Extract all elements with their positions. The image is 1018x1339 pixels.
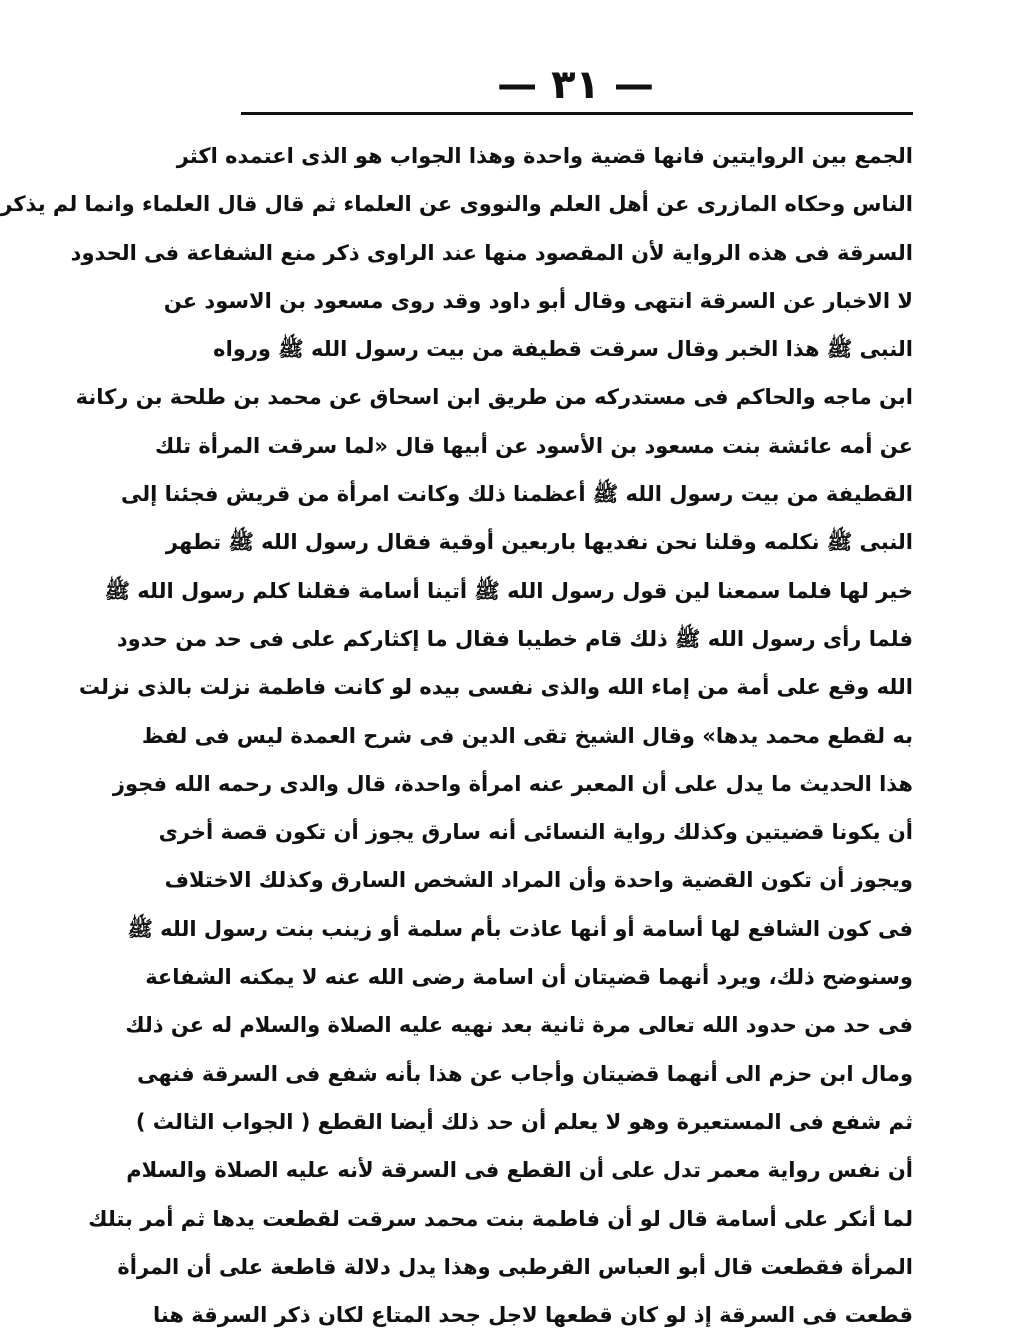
text-line: خير لها فلما سمعنا لين قول رسول الله ﷺ أتينا أسامة فقلنا كلم رسول الله ﷺ xyxy=(104,578,913,603)
text-line: لا الاخبار عن السرقة انتهى وقال أبو داود وقد روى مسعود بن الاسود عن xyxy=(163,288,913,313)
text-line: ثم شفع فى المستعيرة وهو لا يعلم أن حد ذلك أيضا القطع ( الجواب الثالث ) xyxy=(135,1109,913,1134)
text-line: الناس وحكاه المازرى عن أهل العلم والنووى عن العلماء ثم قال قال العلماء وانما لم يذكر xyxy=(0,192,913,217)
text-line: النبى ﷺ نكلمه وقلنا نحن نفديها باربعين أوقية فقال رسول الله ﷺ تطهر xyxy=(165,530,913,555)
text-line: فى حد من حدود الله تعالى مرة ثانية بعد نهيه عليه الصلاة والسلام له عن ذلك xyxy=(125,1013,913,1038)
text-line: أن نفس رواية معمر تدل على أن القطع فى السرقة لأنه عليه الصلاة والسلام xyxy=(126,1158,913,1183)
body-text xyxy=(0,132,913,1339)
text-line: عن أمه عائشة بنت مسعود بن الأسود عن أبيها قال «لما سرقت المرأة تلك xyxy=(155,433,913,458)
text-line: أن يكونا قضيتين وكذلك رواية النسائى أنه سارق يجوز أن تكون قصة أخرى xyxy=(158,820,913,845)
header-rule xyxy=(241,112,913,115)
page-number: — ٣١ — xyxy=(497,62,654,108)
text-line: القطيفة من بيت رسول الله ﷺ أعظمنا ذلك وكانت امرأة من قريش فجئنا إلى xyxy=(120,482,913,507)
text-line: الجمع بين الروايتين فانها قضية واحدة وهذا الجواب هو الذى اعتمده اكثر xyxy=(176,144,913,168)
text-line: لما أنكر على أسامة قال لو أن فاطمة بنت محمد سرقت لقطعت يدها ثم أمر بتلك xyxy=(88,1206,913,1231)
text-line: ابن ماجه والحاكم فى مستدركه من طريق ابن اسحاق عن محمد بن طلحة بن ركانة xyxy=(75,385,913,410)
text-line: المرأة فقطعت قال أبو العباس القرطبى وهذا يدل دلالة قاطعة على أن المرأة xyxy=(117,1254,913,1279)
text-line: هذا الحديث ما يدل على أن المعبر عنه امرأة واحدة، قال والدى رحمه الله فجوز xyxy=(112,771,913,796)
text-line: به لقطع محمد يدها» وقال الشيخ تقى الدين فى شرح العمدة ليس فى لفظ xyxy=(141,723,913,748)
text-line: فى كون الشافع لها أسامة أو أنها عاذت بأم سلمة أو زينب بنت رسول الله ﷺ xyxy=(127,916,913,941)
text-line: النبى ﷺ هذا الخبر وقال سرقت قطيفة من بيت رسول الله ﷺ ورواه xyxy=(213,337,913,362)
text-line: قطعت فى السرقة إذ لو كان قطعها لاجل جحد المتاع لكان ذكر السرقة هنا xyxy=(152,1303,913,1328)
text-line: ويجوز أن تكون القضية واحدة وأن المراد الشخص السارق وكذلك الاختلاف xyxy=(164,868,913,893)
text-line: السرقة فى هذه الرواية لأن المقصود منها عند الراوى ذكر منع الشفاعة فى الحدود xyxy=(70,240,913,265)
text-line: وسنوضح ذلك، ويرد أنهما قضيتان أن اسامة رضى الله عنه لا يمكنه الشفاعة xyxy=(145,965,913,990)
text-line: ومال ابن حزم الى أنهما قضيتان وأجاب عن هذا بأنه شفع فى السرقة فنهى xyxy=(137,1061,913,1086)
text-line: الله وقع على أمة من إماء الله والذى نفسى بيده لو كانت فاطمة نزلت بالذى نزلت xyxy=(78,675,913,700)
text-line: فلما رأى رسول الله ﷺ ذلك قام خطيبا فقال ما إكثاركم على فى حد من حدود xyxy=(116,626,913,651)
